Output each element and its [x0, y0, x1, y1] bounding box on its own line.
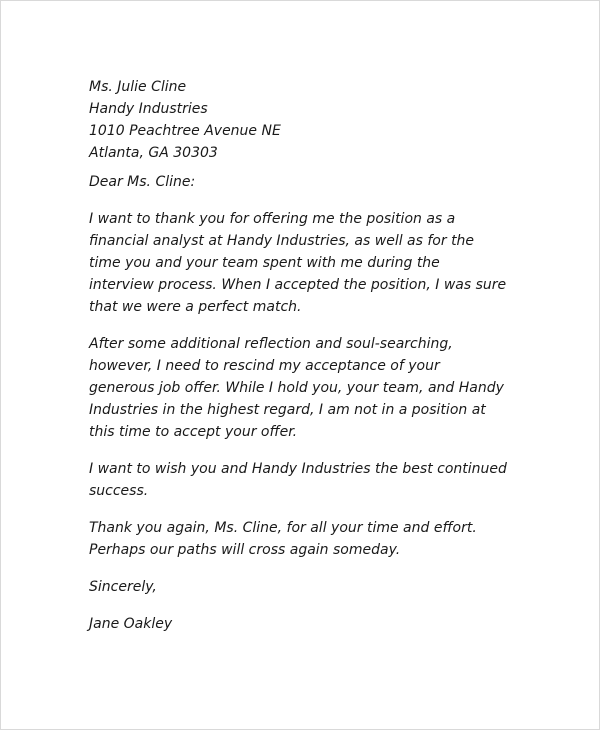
signature — [89, 613, 529, 635]
paragraph-line: that we were a perfect match. — [89, 299, 302, 315]
recipient-city: Atlanta, GA 30303 — [89, 145, 218, 161]
paragraph-2 — [89, 333, 529, 443]
paragraph-line: financial analyst at Handy Industries, as well as for the — [89, 233, 475, 249]
salutation-text: Dear Ms. Cline: — [89, 174, 196, 190]
recipient-company: Handy Industries — [89, 101, 208, 117]
paragraph-line: generous job offer. While I hold you, your team, and Handy — [89, 380, 504, 396]
recipient-street: 1010 Peachtree Avenue NE — [89, 123, 281, 139]
salutation — [89, 171, 529, 193]
paragraph-line: After some additional reflection and soul-searching, — [89, 336, 453, 352]
closing-text: Sincerely, — [89, 579, 157, 595]
paragraph-line: Industries in the highest regard, I am not in a position at — [89, 402, 486, 418]
paragraph-line: Thank you again, Ms. Cline, for all your time and effort. — [89, 520, 477, 536]
paragraph-line: Perhaps our paths will cross again someday. — [89, 542, 401, 558]
closing — [89, 576, 529, 598]
paragraph-line: time you and your team spent with me during the — [89, 255, 440, 271]
paragraph-3 — [89, 458, 529, 502]
paragraph-line: however, I need to rescind my acceptance of your — [89, 358, 440, 374]
recipient-name: Ms. Julie Cline — [89, 79, 187, 95]
recipient-address — [89, 76, 529, 164]
paragraph-line: this time to accept your offer. — [89, 424, 298, 440]
paragraph-1 — [89, 208, 529, 318]
signature-name: Jane Oakley — [89, 616, 173, 632]
paragraph-line: I want to wish you and Handy Industries the best continued — [89, 461, 507, 477]
letter-body — [89, 76, 529, 635]
paragraph-4 — [89, 517, 529, 561]
paragraph-line: interview process. When I accepted the position, I was sure — [89, 277, 507, 293]
paragraph-line: I want to thank you for offering me the position as a — [89, 211, 456, 227]
paragraph-line: success. — [89, 483, 149, 499]
